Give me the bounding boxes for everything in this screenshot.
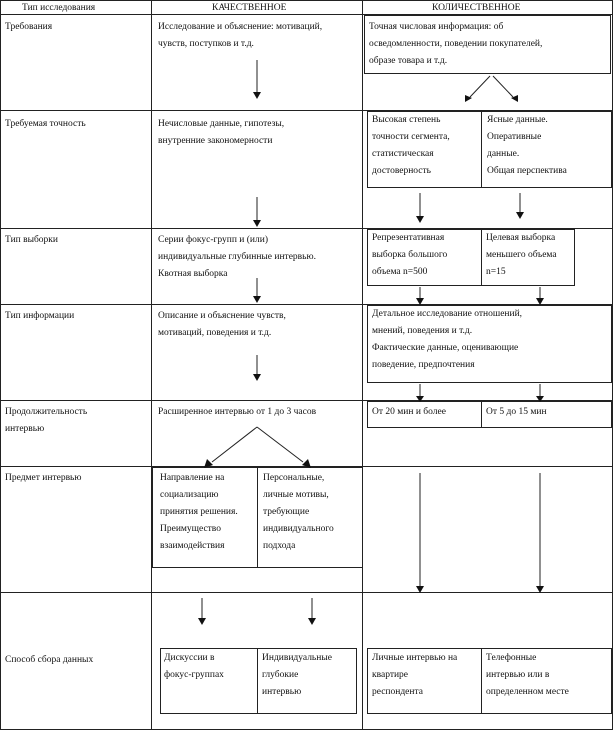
arrowhead [516,212,524,219]
arrowhead [536,298,544,305]
arrowhead [198,618,206,625]
arrowhead [416,216,424,223]
arrow-line [257,427,303,462]
quant-method-text-a: Личные интервью на квартире респондента [372,653,458,697]
arrowhead [253,374,261,381]
arrow-line [470,76,490,97]
row-label-duration: Продолжительность интервью [5,407,88,434]
row-label-sample: Тип выборки [5,235,59,245]
header-quantitative: КОЛИЧЕСТВЕННОЕ [432,3,521,13]
quant-accuracy-text-a: Высокая степень точности сегмента, статистическая достоверность [372,115,450,176]
qual-method-text-a: Дискуссии в фокус-группах [164,653,224,680]
row-label-subject: Предмет интервью [5,473,82,483]
arrowhead [253,296,261,303]
quant-duration-text-b: От 5 до 15 мин [486,407,547,417]
arrowhead [416,298,424,305]
quant-info-text: Детальное исследование отношений, мнений, поведения и т.д. Фактические данные, оценивающие поведение, предпочтения [372,309,523,370]
qual-subject-text-b: Персональные, личные мотивы, требующие индивидуального подхода [263,473,334,551]
qual-info-text: Описание и объяснение чувств, мотиваций, поведения и т.д. [158,311,286,338]
arrowhead [308,618,316,625]
row-label-info: Тип информации [5,311,75,321]
quant-duration-text-a: От 20 мин и более [372,407,446,417]
arrowhead [253,92,261,99]
row-label-accuracy: Требуемая точность [5,119,86,129]
quant-accuracy-text-b: Ясные данные. Оперативные данные. Общая перспектива [487,115,567,176]
qual-sample-text: Серии фокус-групп и (или) индивидуальные глубинные интервью. Квотная выборка [158,235,316,279]
header-type: Тип исследования [22,3,96,13]
quant-sample-text-a: Репрезентативная выборка большого объема n=500 [372,233,448,277]
quant-method-text-b: Телефонные интервью или в определенном месте [486,653,569,697]
qual-duration-text: Расширенное интервью от 1 до 3 часов [158,407,317,417]
row-label-method: Способ сбора данных [5,655,94,665]
arrowhead [253,220,261,227]
row-label-requirements: Требования [5,22,53,32]
qual-subject-text-a: Направление на социализацию принятия решения. Преимущество взаимодействия [160,473,238,551]
arrowhead [416,586,424,593]
arrowhead [536,586,544,593]
quant-requirements-text: Точная числовая информация: об осведомленности, поведении покупателей, образе товара и т.д. [369,22,543,66]
arrow-line [212,427,257,462]
qual-method-text-b: Индивидуальные глубокие интервью [262,653,332,697]
qual-requirements-text: Исследование и объяснение: мотиваций, чувств, поступков и т.д. [158,22,323,49]
qual-accuracy-text: Нечисловые данные, гипотезы, внутренние закономерности [158,119,285,146]
quant-sample-text-b: Целевая выборка меньшего объема n=15 [486,233,557,277]
arrow-line [493,76,513,97]
header-qualitative: КАЧЕСТВЕННОЕ [212,3,287,13]
